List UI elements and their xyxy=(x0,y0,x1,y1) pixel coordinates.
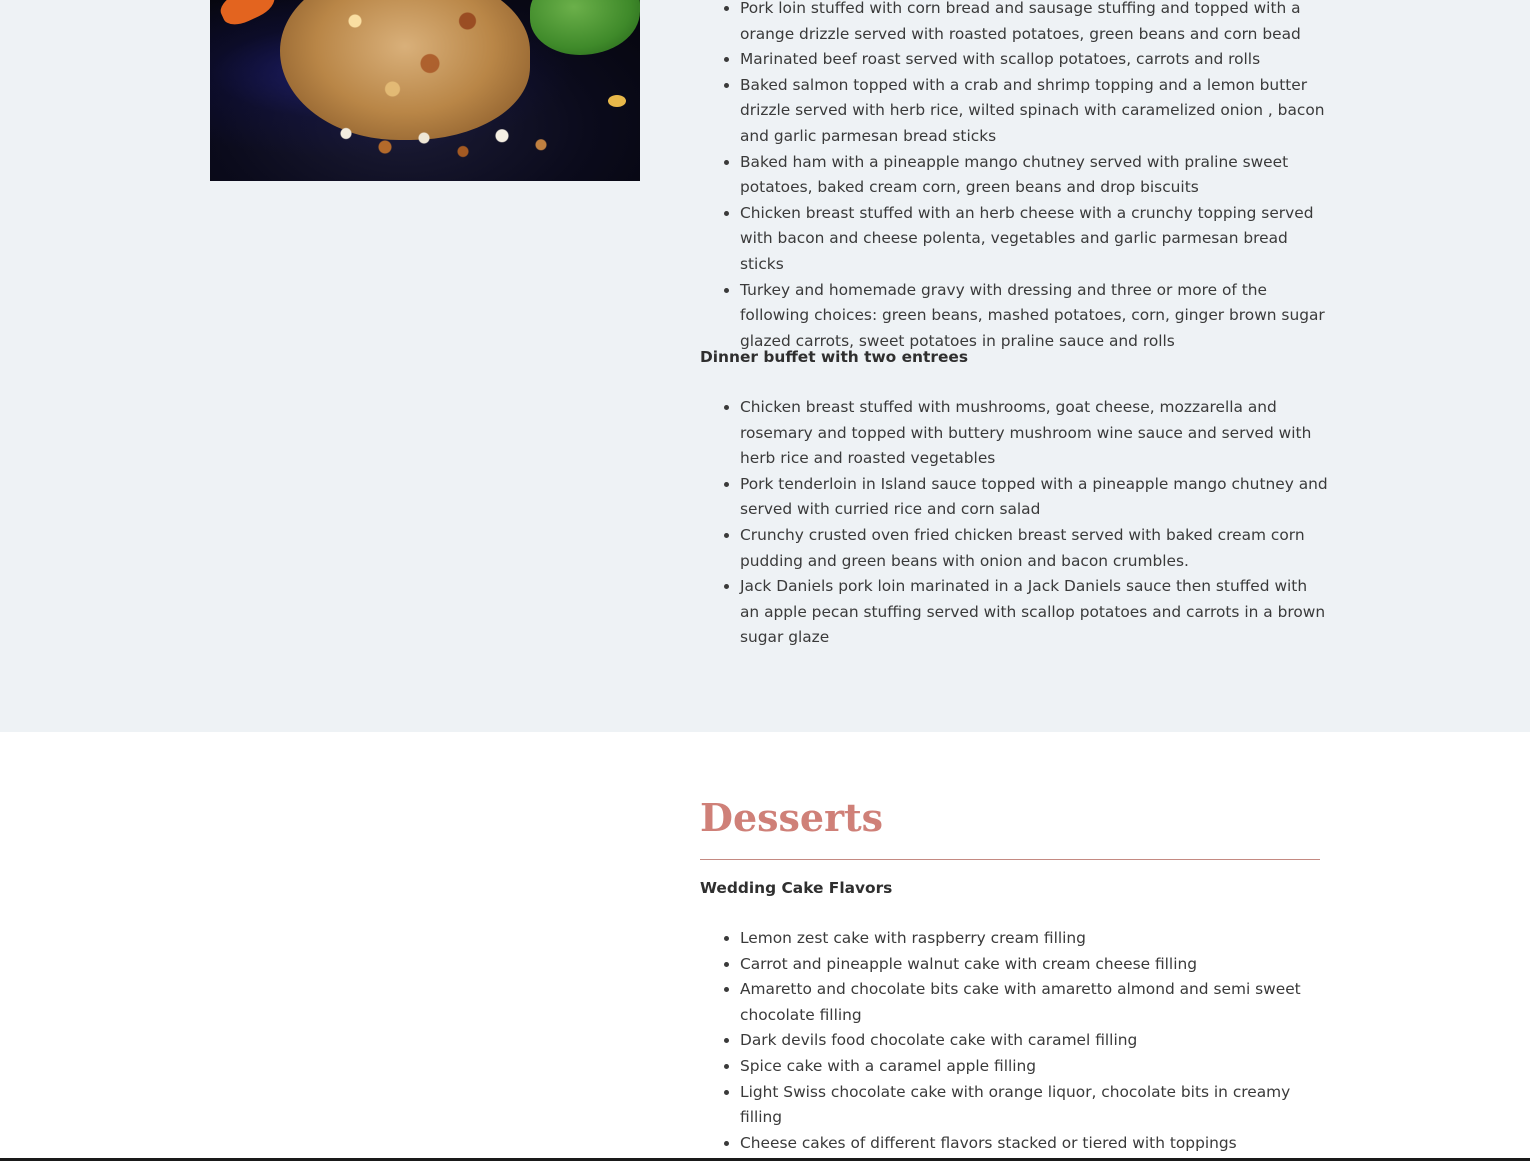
buffet-heading: Dinner buffet with two entrees xyxy=(700,348,968,366)
list-item: • Baked ham with a pineapple mango chutney served with praline sweet potatoes, baked cream corn, green beans and drop biscuits xyxy=(740,150,1330,201)
list-item: • Chicken breast stuffed with mushrooms, goat cheese, mozzarella and rosemary and topped with buttery mushroom wine sauce and served with herb rice and roasted vegetables xyxy=(740,395,1330,472)
divider xyxy=(700,859,1320,860)
list-item: • Cheese cakes of different flavors stacked or tiered with toppings xyxy=(740,1131,1330,1157)
crumb-topping xyxy=(320,120,580,165)
list-item: • Chicken breast stuffed with an herb cheese with a crunchy topping served with bacon and cheese polenta, vegetables and garlic parmesan bread sticks xyxy=(740,201,1330,278)
buffet-list xyxy=(740,395,1330,651)
list-item: • Pork loin stuffed with corn bread and sausage stuffing and topped with a orange drizzle served with roasted potatoes, green beans and corn bead xyxy=(740,0,1330,47)
list-item: • Light Swiss chocolate cake with orange liquor, chocolate bits in creamy filling xyxy=(740,1080,1330,1131)
list-item: • Turkey and homemade gravy with dressing and three or more of the following choices: green beans, mashed potatoes, corn, ginger brown sugar glazed carrots, sweet potatoes in praline sauce and rolls xyxy=(740,278,1330,355)
list-item: • Spice cake with a caramel apple filling xyxy=(740,1054,1330,1080)
list-item: • Amaretto and chocolate bits cake with amaretto almond and semi sweet chocolate filling xyxy=(740,977,1330,1028)
desserts-title: Desserts xyxy=(700,795,884,840)
list-item: • Jack Daniels pork loin marinated in a Jack Daniels sauce then stuffed with an apple pecan stuffing served with scallop potatoes and carrots in a brown sugar glaze xyxy=(740,574,1330,651)
list-item: • Lemon zest cake with raspberry cream filling xyxy=(740,926,1330,952)
food-photo xyxy=(210,0,640,181)
list-item: • Carrot and pineapple walnut cake with cream cheese filling xyxy=(740,952,1330,978)
cake-flavors-list xyxy=(740,926,1330,1156)
cake-flavors-heading: Wedding Cake Flavors xyxy=(700,879,893,897)
list-item: • Crunchy crusted oven fried chicken breast served with baked cream corn pudding and green beans with onion and bacon crumbles. xyxy=(740,523,1330,574)
yellow-garnish xyxy=(608,95,626,107)
list-item: • Pork tenderloin in Island sauce topped with a pineapple mango chutney and served with curried rice and corn salad xyxy=(740,472,1330,523)
list-item: • Dark devils food chocolate cake with caramel filling xyxy=(740,1028,1330,1054)
entree-list xyxy=(740,0,1330,354)
list-item: • Marinated beef roast served with scallop potatoes, carrots and rolls xyxy=(740,47,1330,73)
list-item: • Baked salmon topped with a crab and shrimp topping and a lemon butter drizzle served with herb rice, wilted spinach with caramelized onion , bacon and garlic parmesan bread sticks xyxy=(740,73,1330,150)
